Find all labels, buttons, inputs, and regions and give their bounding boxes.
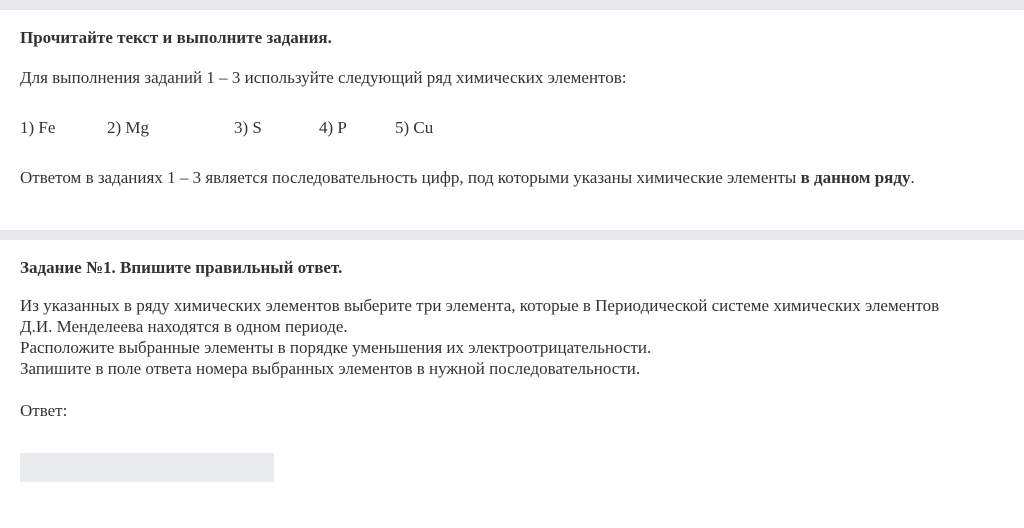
section-divider — [0, 230, 1024, 240]
task-line: Расположите выбранные элементы в порядке уменьшения их электроотрицательности. — [20, 338, 652, 357]
top-divider — [0, 0, 1024, 10]
answer-label: Ответ: — [20, 401, 68, 420]
element-item: 3) S — [234, 118, 262, 137]
intro-instruction: Для выполнения заданий 1 – 3 используйте следующий ряд химических элементов: — [20, 68, 627, 87]
element-item: 1) Fe — [20, 118, 56, 137]
element-item: 5) Cu — [395, 118, 434, 137]
answer-note-emphasis: в данном ряду — [800, 168, 911, 187]
element-item: 4) P — [319, 118, 347, 137]
task-line: Д.И. Менделеева находятся в одном периоде. — [20, 317, 348, 336]
answer-note-text: Ответом в заданиях 1 – 3 является последовательность цифр, под которыми указаны химические элементы — [20, 168, 801, 187]
task-title: Задание №1. Впишите правильный ответ. — [20, 258, 343, 277]
task-line: Запишите в поле ответа номера выбранных элементов в нужной последовательности. — [20, 359, 641, 378]
task-line: Из указанных в ряду химических элементов выберите три элемента, которые в Периодической системе химических элементов — [20, 296, 940, 315]
intro-title: Прочитайте текст и выполните задания. — [20, 28, 332, 47]
answer-note — [20, 168, 915, 188]
answer-note-end: . — [910, 168, 915, 187]
element-item: 2) Mg — [107, 118, 150, 137]
answer-input[interactable] — [20, 453, 274, 482]
task-body — [20, 295, 939, 379]
